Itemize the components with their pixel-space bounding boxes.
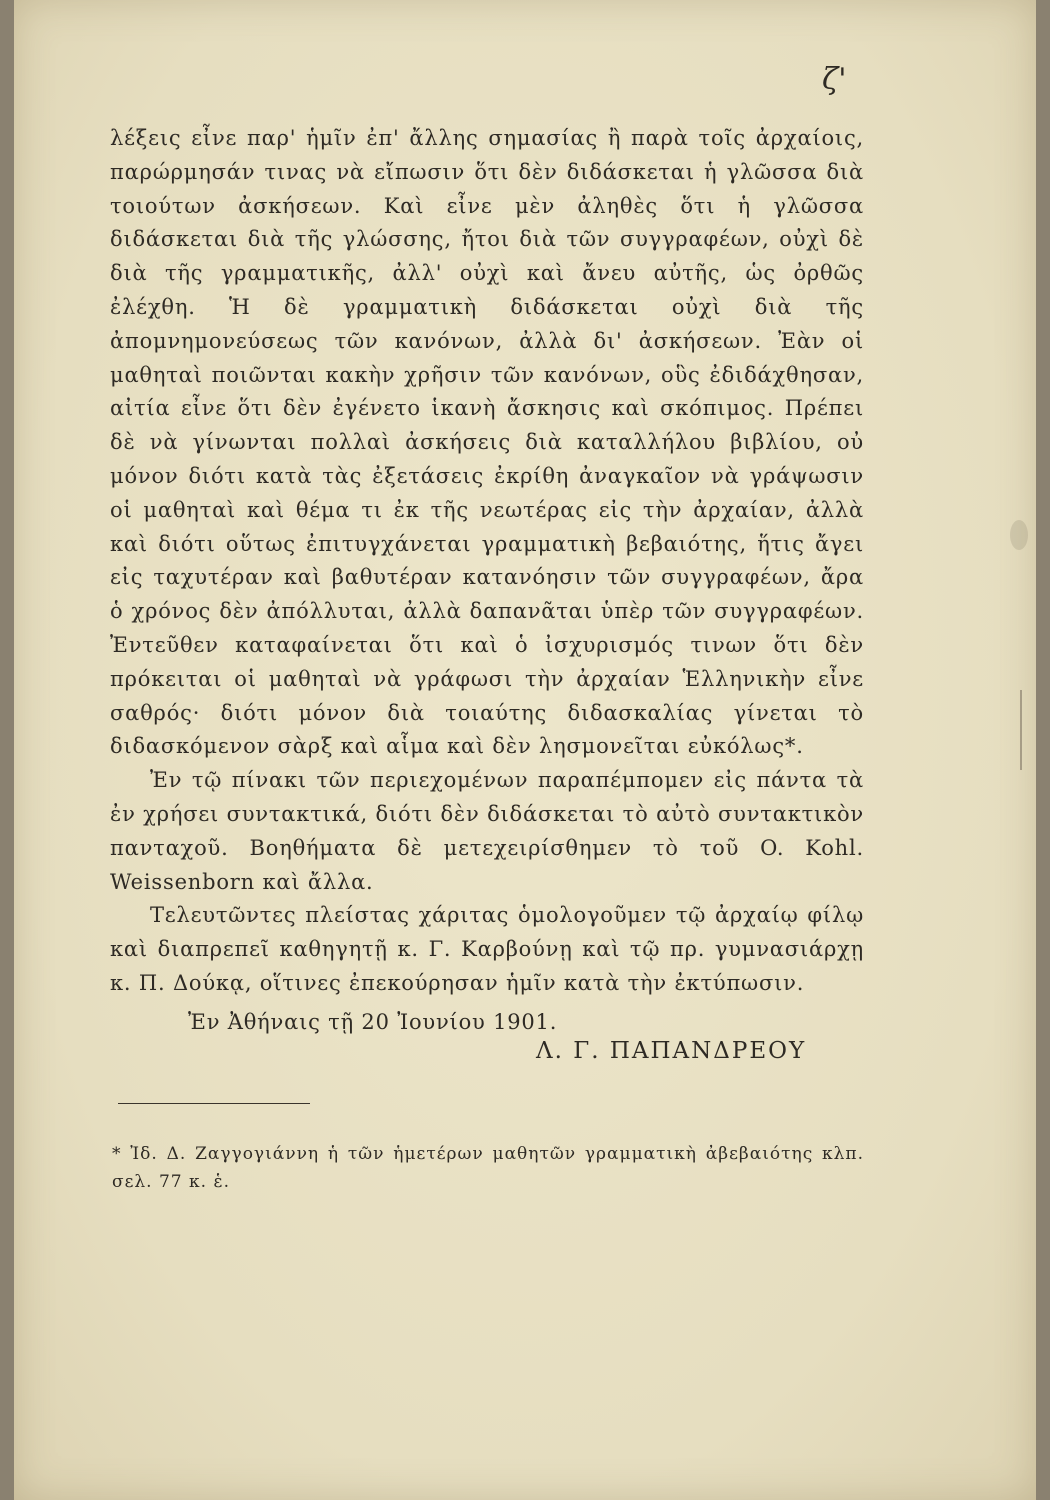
paragraph: Ἐν τῷ πίνακι τῶν περιεχομένων παραπέμπομεν εἰς πάντα τὰ ἐν χρήσει συντακτικά, διότι δὲν διδάσκεται τὸ αὐτὸ συντακτικὸν πανταχοῦ. Βοηθήματα δὲ μετεχειρίσθημεν τὸ τοῦ O. Kohl. Weissenborn καὶ ἄλλα. [110,768,864,894]
paragraph: λέξεις εἶνε παρ' ἡμῖν ἐπ' ἄλλης σημασίας ἢ παρὰ τοῖς ἀρχαίοις, παρώρμησάν τινας νὰ εἴπωσιν ὅτι δὲν διδάσκεται ἡ γλῶσσα διὰ τοιούτων ἀσκήσεων. Καὶ εἶνε μὲν ἀληθὲς ὅτι ἡ γλῶσσα διδάσκεται διὰ τῆς γλώσσης, ἤτοι διὰ τῶν συγγραφέων, οὐχὶ δὲ διὰ τῆς γραμματικῆς, ἀλλ' οὐχὶ καὶ ἄνευ αὐτῆς, ὡς ὀρθῶς ἐλέχθη. Ἡ δὲ γραμματικὴ διδάσκεται οὐχὶ διὰ τῆς ἀπομνημονεύσεως τῶν κανόνων, ἀλλὰ δι' ἀσκήσεων. Ἐὰν οἱ μαθηταὶ ποιῶνται κακὴν χρῆσιν τῶν κανόνων, οὓς ἐδιδάχθησαν, αἰτία εἶνε ὅτι δὲν ἐγένετο ἱκανὴ ἄσκησις καὶ σκόπιμος. Πρέπει δὲ νὰ γίνωνται πολλαὶ ἀσκήσεις διὰ καταλλήλου βιβλίου, οὐ μόνον διότι κατὰ τὰς ἐξετάσεις ἐκρίθη ἀναγκαῖον νὰ γράψωσιν οἱ μαθηταὶ καὶ θέμα τι ἐκ τῆς νεωτέρας εἰς τὴν ἀρχαίαν, ἀλλὰ καὶ διότι οὕτως ἐπιτυγχάνεται γραμματικὴ βεβαιότης, ἥτις ἄγει εἰς ταχυτέραν καὶ βαθυτέραν κατανόησιν τῶν συγγραφέων, ἄρα ὁ χρόνος δὲν ἀπόλλυται, ἀλλὰ δαπανᾶται ὑπὲρ τῶν συγγραφέων. Ἐντεῦθεν καταφαίνεται ὅτι καὶ ὁ ἰσχυρισμός τινων ὅτι δὲν πρόκειται οἱ μαθηταὶ νὰ γράφωσι τὴν ἀρχαίαν Ἑλληνικὴν εἶνε σαθρός· διότι μόνον διὰ τοιαύτης διδασκαλίας γίνεται τὸ διδασκόμενον σὰρξ καὶ αἷμα καὶ δὲν λησμονεῖται εὐκόλως*. [110,126,864,759]
date-line: Ἐν Ἀθήναις τῇ 20 Ἰουνίου 1901. [188,1010,558,1034]
page-number: ζ' [822,62,847,97]
document-page [14,0,1036,1500]
paragraph: Τελευτῶντες πλείστας χάριτας ὁμολογοῦμεν τῷ ἀρχαίῳ φίλῳ καὶ διαπρεπεῖ καθηγητῇ κ. Γ. Καρβούνῃ καὶ τῷ πρ. γυμνασιάρχῃ κ. Π. Δούκᾳ, οἵτινες ἐπεκούρησαν ἡμῖν κατὰ τὴν ἐκτύπωσιν. [110,903,864,995]
signature: Λ. Γ. ΠΑΠΑΝΔΡΕΟΥ [536,1038,807,1064]
footnote-divider [118,1103,310,1104]
footnote: * Ἰδ. Δ. Ζαγγογιάννη ἡ τῶν ἡμετέρων μαθητῶν γραμματικὴ ἀβεβαιότης κλπ. σελ. 77 κ. ἑ. [112,1144,864,1192]
paper-stain [1010,520,1028,550]
body-text [110,122,864,1001]
paper-edge-mark [1020,690,1032,770]
